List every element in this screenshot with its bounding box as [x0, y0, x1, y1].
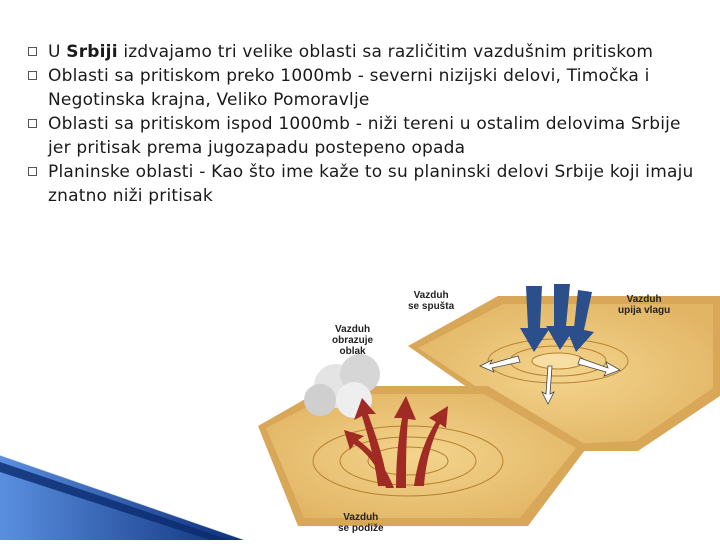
descending-air-arrows-icon — [520, 284, 594, 352]
bullet-item-low-pressure — [26, 112, 696, 160]
bullet-marker-icon — [28, 71, 37, 80]
bullet-text: Oblasti sa pritiskom ispod 1000mb - niži tereni u ostalim delovima Srbije jer pritisak prema jugozapadu postepeno opada — [48, 114, 681, 158]
label-line: Vazduh — [335, 324, 371, 335]
label-line: Vazduh — [343, 512, 379, 523]
label-air-rises — [338, 512, 384, 534]
label-line: se spušta — [408, 301, 455, 312]
label-line: oblak — [339, 346, 366, 357]
label-line: Vazduh — [413, 290, 449, 301]
label-line: se podiže — [338, 523, 384, 534]
label-line: obrazuje — [332, 335, 374, 346]
bullet-marker-icon — [28, 47, 37, 56]
bullet-bold-word: Srbiji — [66, 42, 118, 62]
label-air-descends — [408, 290, 454, 312]
label-air-absorbs-moisture — [618, 294, 670, 316]
bullet-prefix: U — [48, 42, 67, 62]
bullet-list — [26, 40, 696, 208]
bullet-text: izdvajamo tri velike oblasti sa različitim vazdušnim pritiskom — [117, 42, 654, 62]
bullet-marker-icon — [28, 167, 37, 176]
label-line: upija vlagu — [618, 305, 671, 316]
bullet-text: Oblasti sa pritiskom preko 1000mb - severni nizijski delovi, Timočka i Negotinska krajna, Veliko Pomoravlje — [48, 66, 650, 110]
bullet-marker-icon — [28, 119, 37, 128]
pressure-illustration — [258, 276, 720, 540]
bullet-item-regions — [26, 40, 696, 64]
label-air-forms-cloud — [332, 324, 373, 357]
bullet-item-mountain — [26, 160, 696, 208]
label-line: Vazduh — [626, 294, 662, 305]
bullet-item-high-pressure — [26, 64, 696, 112]
bullet-text: Planinske oblasti - Kao što ime kaže to su planinski delovi Srbije koji imaju znatno niži pritisak — [48, 162, 694, 206]
